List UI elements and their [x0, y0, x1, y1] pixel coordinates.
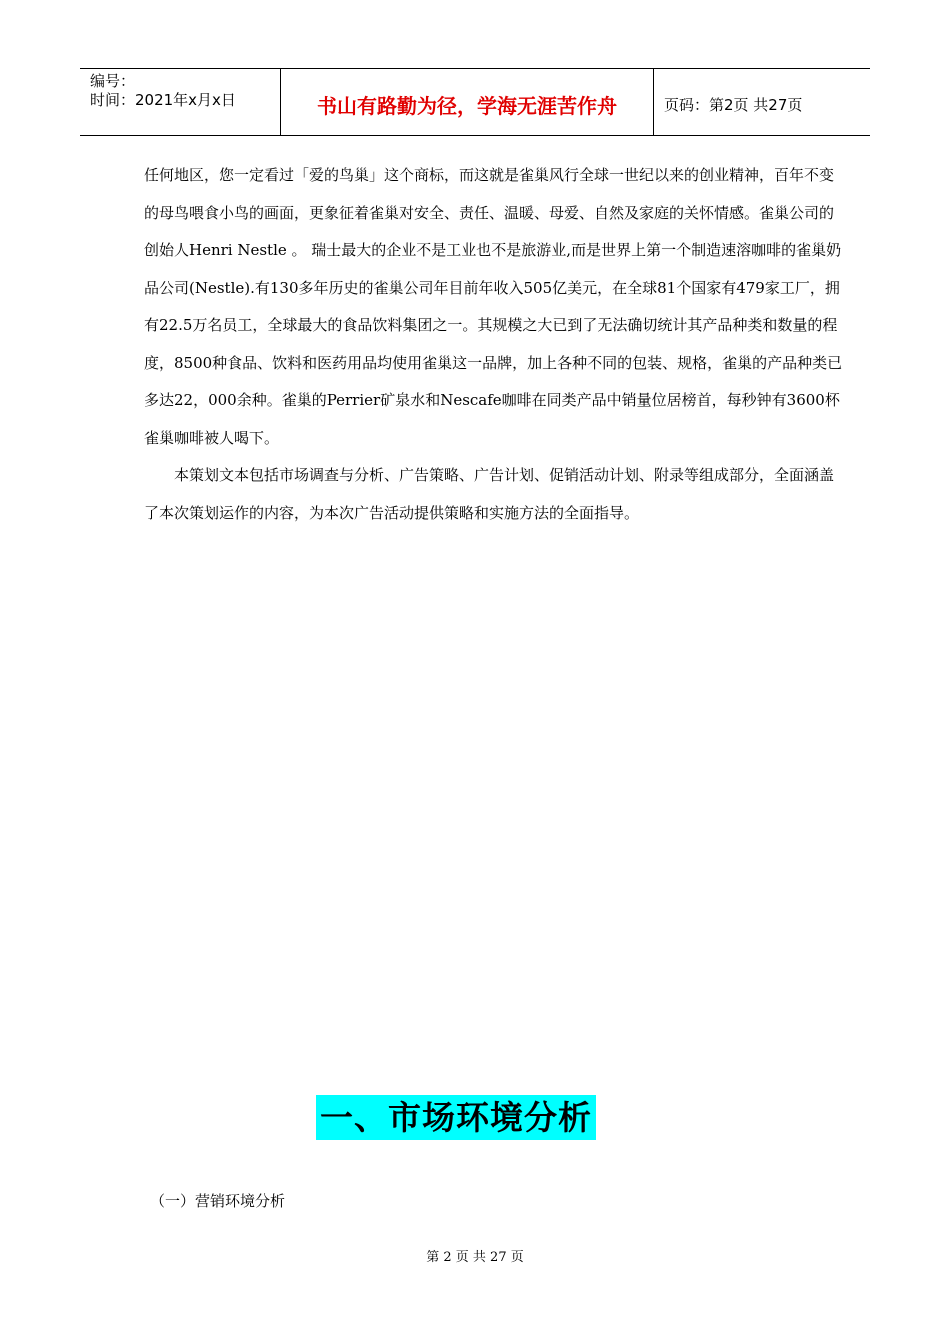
body-paragraph-1: 任何地区，您一定看过「爱的鸟巢」这个商标，而这就是雀巢风行全球一世纪以来的创业精神，百年不变的母鸟喂食小鸟的画面，更象征着雀巢对安全、责任、温暖、母爱、自然及家庭的关怀情感。雀巢公司的创始人Henri Nestle 。 瑞士最大的企业不是工业也不是旅游业,而是世界上第一个制造速溶咖啡的雀巢奶品公司(Nestle).有130多年历史的雀巢公司年目前年收入505亿美元，在全球81个国家有479家工厂，拥有22.5万名员工，全球最大的食品饮料集团之一。其规模之大已到了无法确切统计其产品种类和数量的程度，8500种食品、饮料和医药用品均使用雀巢这一品牌，加上各种不同的包装、规格，雀巢的产品种类已多达22，000余种。雀巢的Perrier矿泉水和Nescafe咖啡在同类产品中销量位居榜首，每秒钟有3600杯雀巢咖啡被人喝下。 — [144, 166, 843, 447]
header-page-info: 页码：第2页 共27页 — [664, 95, 803, 114]
subsection-heading: （一）营销环境分析 — [150, 1192, 286, 1210]
document-body — [144, 157, 844, 532]
header-meta — [80, 69, 281, 135]
header-motto: 书山有路勤为径，学海无涯苦作舟 — [281, 69, 654, 135]
page-footer: 第 2 页 共 27 页 — [426, 1250, 524, 1265]
body-paragraph-2: 本策划文本包括市场调查与分析、广告策略、广告计划、促销活动计划、附录等组成部分，全面涵盖了本次策划运作的内容，为本次广告活动提供策略和实施方法的全面指导。 — [144, 466, 835, 522]
header-date: 时间：2021年x月x日 — [90, 91, 236, 109]
section-heading: 一、市场环境分析 — [316, 1095, 596, 1140]
header-number-label: 编号： — [90, 72, 136, 90]
page-header — [80, 68, 870, 136]
